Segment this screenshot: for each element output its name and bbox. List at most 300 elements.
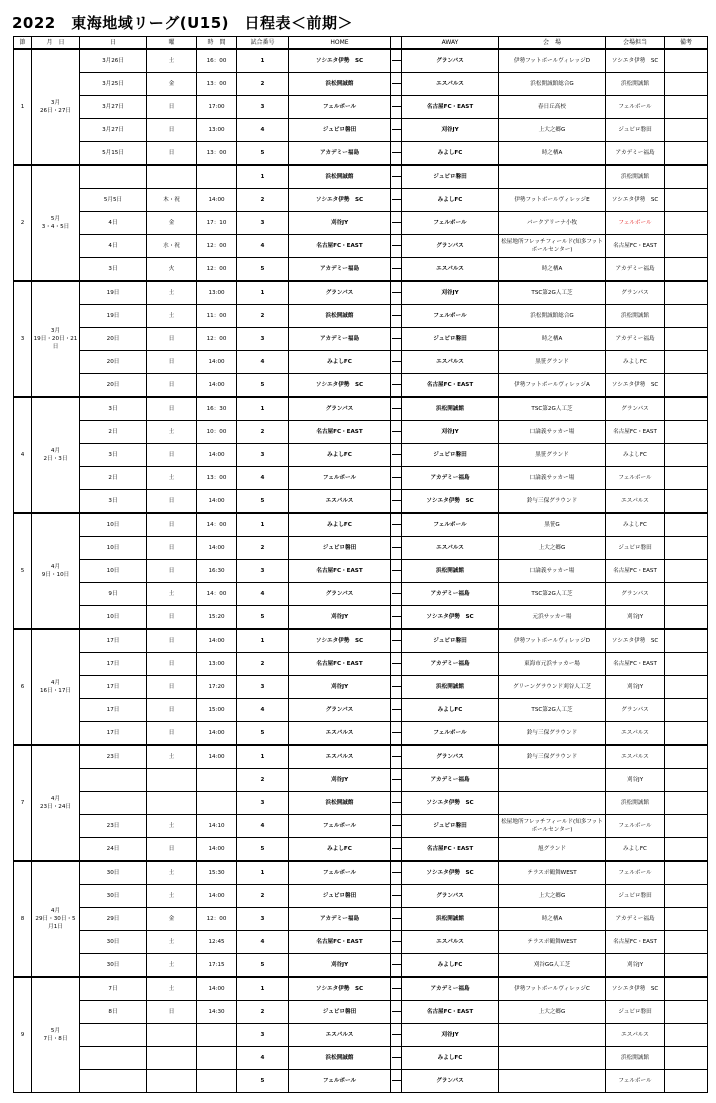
dash-mark (392, 129, 402, 130)
dash-mark (392, 408, 402, 409)
home-team: エスパルス (289, 745, 391, 769)
versus-dash (391, 745, 402, 769)
match-day: 20日 (80, 351, 147, 374)
match-day: 29日 (80, 908, 147, 931)
section-group (14, 977, 708, 1093)
table-row (14, 653, 708, 676)
home-team: エスパルス (289, 490, 391, 514)
match-weekday: 日 (147, 142, 197, 166)
table-row (14, 1047, 708, 1070)
section-date-line: 月1日 (48, 924, 63, 930)
header-row (14, 37, 708, 50)
section-date-line: 3月 (50, 100, 61, 106)
venue-manager: 浜松開誠館 (606, 305, 665, 328)
match-time: 16：30 (197, 397, 237, 421)
table-row (14, 838, 708, 862)
match-day: 23日 (80, 815, 147, 838)
venue: 時之栖A (499, 328, 606, 351)
match-time: 13:00 (197, 281, 237, 305)
remarks (665, 722, 708, 746)
home-team: 名古屋FC・EAST (289, 235, 391, 258)
table-row (14, 699, 708, 722)
match-day: 7日 (80, 977, 147, 1001)
home-team: みよしFC (289, 444, 391, 467)
venue-manager: アカデミー福島 (606, 142, 665, 166)
remarks (665, 490, 708, 514)
header-weekday: 曜 (147, 37, 197, 50)
table-row (14, 908, 708, 931)
section-dates (32, 49, 80, 165)
versus-dash (391, 560, 402, 583)
versus-dash (391, 328, 402, 351)
home-team: アカデミー福島 (289, 908, 391, 931)
match-weekday (147, 1070, 197, 1093)
match-day: 19日 (80, 281, 147, 305)
match-number: 1 (237, 745, 289, 769)
table-row (14, 931, 708, 954)
versus-dash (391, 537, 402, 560)
venue-manager: みよしFC (606, 351, 665, 374)
match-weekday: 日 (147, 1001, 197, 1024)
versus-dash (391, 861, 402, 885)
section-date-line: 9日・10日 (41, 572, 70, 578)
table-row (14, 421, 708, 444)
away-team: 名古屋FC・EAST (402, 96, 499, 119)
dash-mark (392, 825, 402, 826)
remarks (665, 931, 708, 954)
section-dates (32, 397, 80, 513)
header-section: 節 (14, 37, 32, 50)
match-weekday: 日 (147, 374, 197, 398)
match-number: 1 (237, 49, 289, 73)
remarks (665, 281, 708, 305)
venue: TSC第2G人工芝 (499, 281, 606, 305)
match-weekday: 土 (147, 49, 197, 73)
versus-dash (391, 258, 402, 282)
match-day: 17日 (80, 653, 147, 676)
match-weekday: 土 (147, 305, 197, 328)
match-time: 17：10 (197, 212, 237, 235)
dash-mark (392, 964, 402, 965)
match-time (197, 165, 237, 189)
match-day: 3月25日 (80, 73, 147, 96)
table-row (14, 954, 708, 978)
match-day: 3日 (80, 444, 147, 467)
match-day (80, 1047, 147, 1070)
away-team: ソシエタ伊勢 SC (402, 861, 499, 885)
dash-mark (392, 779, 402, 780)
away-team: エスパルス (402, 73, 499, 96)
table-row (14, 49, 708, 73)
dash-mark (392, 83, 402, 84)
venue: 鈴与三保グラウンド (499, 745, 606, 769)
remarks (665, 165, 708, 189)
section-dates (32, 513, 80, 629)
versus-dash (391, 513, 402, 537)
match-time: 10：00 (197, 421, 237, 444)
section-date-line: 23日・24日 (39, 804, 72, 810)
venue: テラスポ鶴舞WEST (499, 931, 606, 954)
home-team: みよしFC (289, 351, 391, 374)
header-venue: 会 場 (499, 37, 606, 50)
away-team: 刈谷JY (402, 421, 499, 444)
venue-manager: 刈谷JY (606, 676, 665, 699)
match-time: 14:00 (197, 189, 237, 212)
venue: 時之栖A (499, 142, 606, 166)
match-day (80, 769, 147, 792)
away-team: みよしFC (402, 142, 499, 166)
venue-manager: フェルボール (606, 815, 665, 838)
venue-manager: みよしFC (606, 444, 665, 467)
versus-dash (391, 119, 402, 142)
dash-mark (392, 593, 402, 594)
table-row (14, 328, 708, 351)
versus-dash (391, 792, 402, 815)
match-day: 19日 (80, 305, 147, 328)
venue-manager: エスパルス (606, 1024, 665, 1047)
match-day: 8日 (80, 1001, 147, 1024)
match-time: 14:00 (197, 351, 237, 374)
home-team: 名古屋FC・EAST (289, 653, 391, 676)
match-day: 10日 (80, 537, 147, 560)
match-time: 12：00 (197, 235, 237, 258)
dash-mark (392, 1080, 402, 1081)
venue: パークアリーナ小牧 (499, 212, 606, 235)
match-day: 10日 (80, 606, 147, 630)
table-row (14, 769, 708, 792)
remarks (665, 653, 708, 676)
venue (499, 1070, 606, 1093)
versus-dash (391, 583, 402, 606)
venue-manager: 名古屋FC・EAST (606, 421, 665, 444)
venue (499, 792, 606, 815)
match-day: 17日 (80, 676, 147, 699)
match-number: 2 (237, 885, 289, 908)
remarks (665, 235, 708, 258)
section-date-line: 4月 (50, 796, 61, 802)
dash-mark (392, 60, 402, 61)
venue (499, 165, 606, 189)
venue: 口論義サッカー場 (499, 467, 606, 490)
match-number: 2 (237, 1001, 289, 1024)
remarks (665, 96, 708, 119)
match-day: 23日 (80, 745, 147, 769)
venue: 黒笹G (499, 513, 606, 537)
match-weekday: 日 (147, 537, 197, 560)
home-team: 浜松開誠館 (289, 305, 391, 328)
match-number: 5 (237, 838, 289, 862)
match-time: 14:00 (197, 374, 237, 398)
versus-dash (391, 374, 402, 398)
remarks (665, 73, 708, 96)
match-day: 20日 (80, 328, 147, 351)
section-date-line: 4月 (50, 564, 61, 570)
match-weekday: 日 (147, 653, 197, 676)
venue: 時之栖A (499, 258, 606, 282)
dash-mark (392, 547, 402, 548)
dash-mark (392, 315, 402, 316)
section-number: 7 (14, 745, 32, 861)
match-time: 14:10 (197, 815, 237, 838)
remarks (665, 792, 708, 815)
match-day: 3日 (80, 490, 147, 514)
section-dates (32, 745, 80, 861)
venue: 黒笹グランド (499, 444, 606, 467)
remarks (665, 444, 708, 467)
match-day (80, 1024, 147, 1047)
match-number: 1 (237, 861, 289, 885)
dash-mark (392, 176, 402, 177)
remarks (665, 1070, 708, 1093)
remarks (665, 49, 708, 73)
dash-mark (392, 477, 402, 478)
home-team: アカデミー福島 (289, 258, 391, 282)
venue-manager: ソシエタ伊勢 SC (606, 374, 665, 398)
remarks (665, 328, 708, 351)
dash-mark (392, 988, 402, 989)
match-day: 4日 (80, 212, 147, 235)
versus-dash (391, 885, 402, 908)
match-time: 14:30 (197, 1001, 237, 1024)
venue-manager: フェルボール (606, 861, 665, 885)
match-time: 17:20 (197, 676, 237, 699)
table-row (14, 374, 708, 398)
match-weekday: 日 (147, 397, 197, 421)
match-time: 15:00 (197, 699, 237, 722)
match-number: 2 (237, 537, 289, 560)
table-row (14, 444, 708, 467)
remarks (665, 467, 708, 490)
dash-mark (392, 872, 402, 873)
venue: TSC第2G人工芝 (499, 397, 606, 421)
dash-mark (392, 361, 402, 362)
table-row (14, 676, 708, 699)
match-weekday: 木・祝 (147, 189, 197, 212)
section-date-line: 26日・27日 (39, 108, 72, 114)
home-team: みよしFC (289, 838, 391, 862)
away-team: アカデミー福島 (402, 583, 499, 606)
dash-mark (392, 686, 402, 687)
table-row (14, 885, 708, 908)
home-team: フェルボール (289, 815, 391, 838)
versus-dash (391, 490, 402, 514)
versus-dash (391, 676, 402, 699)
match-day: 5月15日 (80, 142, 147, 166)
match-time: 13:00 (197, 653, 237, 676)
venue-manager: フェルボール (606, 1070, 665, 1093)
home-team: エスパルス (289, 722, 391, 746)
dash-mark (392, 500, 402, 501)
dash-mark (392, 640, 402, 641)
home-team: ジュビロ磐田 (289, 1001, 391, 1024)
match-number: 4 (237, 931, 289, 954)
match-day (80, 792, 147, 815)
venue: 上大之郷G (499, 1001, 606, 1024)
venue-manager: アカデミー福島 (606, 908, 665, 931)
away-team: 浜松開誠館 (402, 397, 499, 421)
match-number: 3 (237, 212, 289, 235)
remarks (665, 583, 708, 606)
remarks (665, 374, 708, 398)
remarks (665, 142, 708, 166)
match-time: 12：00 (197, 258, 237, 282)
home-team: 浜松開誠館 (289, 73, 391, 96)
match-number: 5 (237, 606, 289, 630)
match-number: 5 (237, 722, 289, 746)
match-day: 30日 (80, 954, 147, 978)
match-time: 13：00 (197, 467, 237, 490)
match-day: 30日 (80, 885, 147, 908)
match-day: 10日 (80, 560, 147, 583)
match-number: 5 (237, 374, 289, 398)
match-weekday: 日 (147, 838, 197, 862)
section-dates (32, 977, 80, 1093)
away-team: アカデミー福島 (402, 653, 499, 676)
venue-manager: 刈谷JY (606, 954, 665, 978)
home-team: みよしFC (289, 513, 391, 537)
match-day: 2日 (80, 467, 147, 490)
match-day: 30日 (80, 861, 147, 885)
venue-manager: 名古屋FC・EAST (606, 653, 665, 676)
venue: 浜松開誠館総合G (499, 305, 606, 328)
header-away: AWAY (402, 37, 499, 50)
versus-dash (391, 189, 402, 212)
remarks (665, 537, 708, 560)
match-weekday: 日 (147, 513, 197, 537)
table-row (14, 305, 708, 328)
match-time: 14:00 (197, 537, 237, 560)
table-row (14, 1001, 708, 1024)
table-row (14, 792, 708, 815)
versus-dash (391, 838, 402, 862)
versus-dash (391, 954, 402, 978)
table-row (14, 189, 708, 212)
versus-dash (391, 281, 402, 305)
match-weekday: 土 (147, 467, 197, 490)
home-team: 刈谷JY (289, 769, 391, 792)
section-date-line: 4月 (50, 680, 61, 686)
away-team: 刈谷JY (402, 281, 499, 305)
match-day: 3月27日 (80, 96, 147, 119)
venue: 松屋地所フレッチフィールド(知多フットボールセンター) (499, 235, 606, 258)
match-day (80, 1070, 147, 1093)
away-team: 名古屋FC・EAST (402, 374, 499, 398)
table-row (14, 815, 708, 838)
match-time: 17:15 (197, 954, 237, 978)
match-number: 4 (237, 1047, 289, 1070)
venue-manager: みよしFC (606, 838, 665, 862)
match-time: 13:00 (197, 119, 237, 142)
dash-mark (392, 199, 402, 200)
section-number: 2 (14, 165, 32, 281)
table-row (14, 212, 708, 235)
remarks (665, 189, 708, 212)
home-team: エスパルス (289, 1024, 391, 1047)
section-date-line: 19日・20日・21 (33, 336, 78, 342)
match-number: 1 (237, 281, 289, 305)
section-date-line: 7日・8日 (43, 1036, 68, 1042)
remarks (665, 1024, 708, 1047)
match-weekday (147, 1024, 197, 1047)
venue: 刈谷GG人工芝 (499, 954, 606, 978)
home-team: ジュビロ磐田 (289, 537, 391, 560)
home-team: 刈谷JY (289, 676, 391, 699)
table-row (14, 351, 708, 374)
match-day: 3日 (80, 258, 147, 282)
match-day: 17日 (80, 629, 147, 653)
away-team: エスパルス (402, 537, 499, 560)
away-team: エスパルス (402, 258, 499, 282)
versus-dash (391, 73, 402, 96)
match-number: 5 (237, 490, 289, 514)
match-weekday: 日 (147, 629, 197, 653)
section-group (14, 397, 708, 513)
venue-manager: 名古屋FC・EAST (606, 931, 665, 954)
venue: 上大之郷G (499, 119, 606, 142)
home-team: フェルボール (289, 1070, 391, 1093)
venue-manager: フェルボール (606, 96, 665, 119)
match-weekday: 土 (147, 583, 197, 606)
home-team: 浜松開誠館 (289, 792, 391, 815)
away-team: グランパス (402, 885, 499, 908)
versus-dash (391, 931, 402, 954)
match-number: 5 (237, 142, 289, 166)
remarks (665, 606, 708, 630)
dash-mark (392, 106, 402, 107)
home-team: アカデミー福島 (289, 328, 391, 351)
match-time: 14:00 (197, 444, 237, 467)
remarks (665, 1001, 708, 1024)
match-day: 5月5日 (80, 189, 147, 212)
remarks (665, 119, 708, 142)
versus-dash (391, 653, 402, 676)
match-weekday: 日 (147, 560, 197, 583)
venue-manager: フェルボール (606, 467, 665, 490)
match-weekday: 金 (147, 73, 197, 96)
match-number: 4 (237, 351, 289, 374)
venue (499, 1024, 606, 1047)
match-day: 3日 (80, 397, 147, 421)
match-number: 5 (237, 1070, 289, 1093)
match-number: 4 (237, 467, 289, 490)
section-date-line: 29日・30日・5 (35, 916, 76, 922)
match-number: 3 (237, 96, 289, 119)
match-time (197, 1024, 237, 1047)
match-weekday: 日 (147, 722, 197, 746)
venue: 鈴与三保グラウンド (499, 722, 606, 746)
table-row (14, 560, 708, 583)
section-dates (32, 629, 80, 745)
match-weekday: 水・祝 (147, 235, 197, 258)
section-number: 6 (14, 629, 32, 745)
table-row (14, 119, 708, 142)
dash-mark (392, 292, 402, 293)
section-group (14, 165, 708, 281)
schedule-table (13, 36, 708, 1093)
dash-mark (392, 245, 402, 246)
away-team: ジュビロ磐田 (402, 444, 499, 467)
versus-dash (391, 235, 402, 258)
versus-dash (391, 49, 402, 73)
dash-mark (392, 152, 402, 153)
match-day: 17日 (80, 699, 147, 722)
match-weekday (147, 769, 197, 792)
match-weekday: 日 (147, 606, 197, 630)
dash-mark (392, 941, 402, 942)
match-number: 5 (237, 954, 289, 978)
remarks (665, 212, 708, 235)
match-time: 15:20 (197, 606, 237, 630)
